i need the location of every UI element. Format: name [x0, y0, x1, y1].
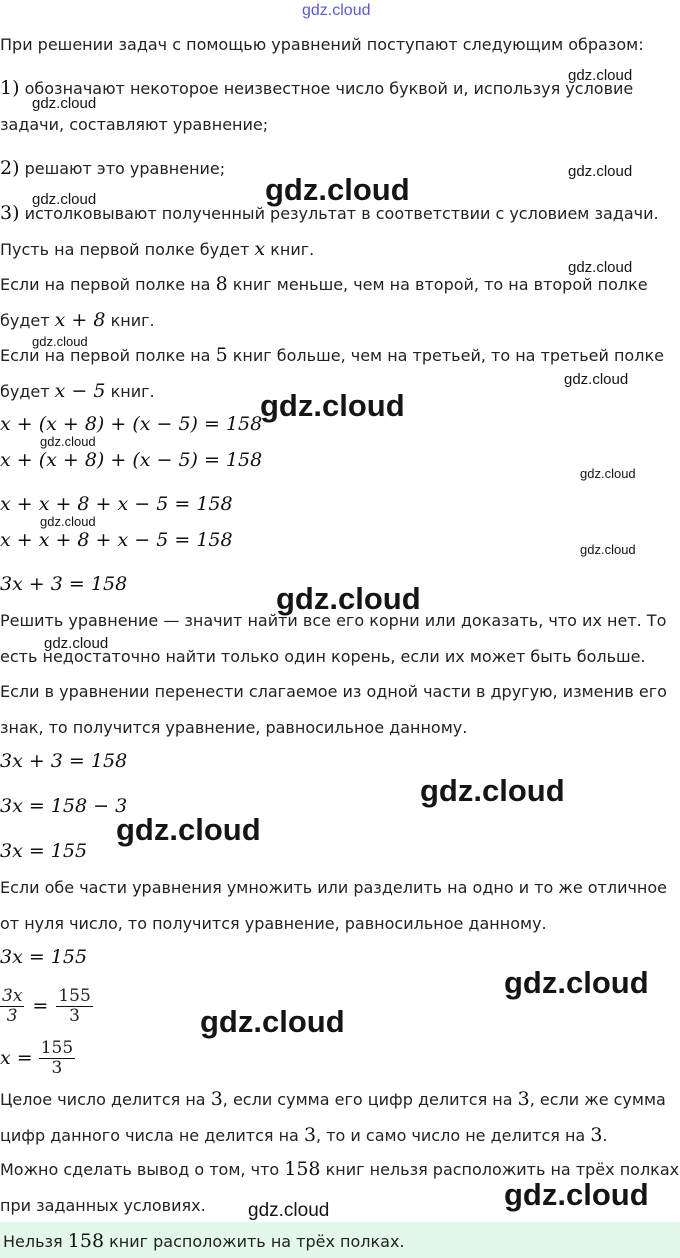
step-2-number: 2) [0, 157, 20, 179]
shelf-3-text-b: книг больше, чем на третьей, то на третьей полке [232, 346, 664, 365]
shelf-2-text-a: Если на первой полке на [0, 275, 211, 294]
watermark-large: gdz.cloud [200, 1004, 345, 1039]
equation-1-repeat: x + (x + 8) + (x − 5) = 158 [0, 449, 263, 471]
shelf-2-number: 8 [215, 273, 228, 295]
rule-1-line-1: Решить уравнение — значит найти все его корни или доказать, что их нет. То [0, 611, 667, 630]
solution-lhs: x = [0, 1047, 33, 1069]
div-number-2: 3 [517, 1088, 530, 1110]
div-text-e: , то и само число не делится на [316, 1126, 586, 1145]
rule-1-line-2: есть недостаточно найти только один корень, если их может быть больше. [0, 647, 646, 666]
shelf-2-text-d: книг. [110, 311, 155, 330]
equation-3: 3x + 3 = 158 [0, 573, 128, 595]
equation-7: 3x = 155 [0, 946, 88, 968]
watermark: gdz.cloud [568, 163, 633, 180]
watermark: gdz.cloud [32, 334, 88, 349]
fraction-right-numerator: 155 [58, 985, 91, 1006]
watermark: gdz.cloud [32, 95, 97, 112]
shelf-1-text-b: книг. [270, 240, 315, 259]
shelf-2-text-b: книг меньше, чем на второй, то на второй полке [232, 275, 648, 294]
watermark: gdz.cloud [32, 191, 97, 208]
shelf-3-line-1 [0, 345, 664, 366]
intro-text: При решении задач с помощью уравнений поступают следующим образом: [0, 35, 644, 54]
shelf-2-line-1 [0, 274, 648, 295]
answer-text-b: книг расположить на трёх полках. [109, 1232, 405, 1251]
solution-fraction [39, 1039, 75, 1078]
solution-equation [0, 1036, 75, 1080]
answer-number: 158 [67, 1230, 105, 1252]
watermark: gdz.cloud [40, 514, 96, 529]
rule-2-line-1: Если в уравнении перенести слагаемое из одной части в другую, изменив его [0, 682, 667, 701]
answer-box [0, 1222, 680, 1258]
equation-2-repeat: x + x + 8 + x − 5 = 158 [0, 529, 233, 551]
shelf-3-number: 5 [215, 344, 228, 366]
equation-2: x + x + 8 + x − 5 = 158 [0, 493, 233, 515]
shelf-3-text-d: книг. [110, 382, 155, 401]
div-number-1: 3 [210, 1088, 223, 1110]
step-3-text: истолковывают полученный результат в соответствии с условием задачи. [24, 204, 659, 223]
equation-1: x + (x + 8) + (x − 5) = 158 [0, 413, 263, 435]
fraction-left-numerator: 3x [2, 985, 23, 1006]
rule-3-line-2: от нуля число, то получится уравнение, равносильное данному. [0, 914, 547, 933]
equation-6: 3x = 155 [0, 840, 88, 862]
rule-2-line-2: знак, то получится уравнение, равносильное данному. [0, 718, 468, 737]
fraction-left-denominator: 3 [6, 1005, 18, 1026]
step-1-line-2: задачи, составляют уравнение; [0, 115, 269, 134]
step-1-number: 1) [0, 77, 20, 99]
watermark: gdz.cloud [248, 1200, 330, 1221]
shelf-3-line-2 [0, 381, 155, 402]
conclusion-number: 158 [284, 1158, 321, 1180]
watermark-large: gdz.cloud [420, 773, 565, 808]
solution-numerator: 155 [40, 1037, 74, 1058]
watermark: gdz.cloud [564, 371, 629, 388]
shelf-2-line-2 [0, 310, 155, 331]
watermark-top: gdz.cloud [302, 2, 371, 19]
shelf-1-variable: x [254, 238, 266, 260]
watermark-large: gdz.cloud [260, 388, 405, 423]
rule-3-line-1: Если обе части уравнения умножить или разделить на одно и то же отличное [0, 878, 668, 897]
watermark: gdz.cloud [44, 635, 109, 652]
fraction-left [0, 987, 24, 1026]
step-2-line [0, 158, 225, 179]
div-text-c: , если же сумма [529, 1090, 666, 1109]
watermark-large: gdz.cloud [504, 1177, 649, 1212]
div-text-f: . [602, 1126, 608, 1145]
div-number-3: 3 [303, 1124, 317, 1146]
watermark: gdz.cloud [580, 466, 636, 481]
shelf-3-expression: x − 5 [54, 380, 106, 402]
shelf-3-text-c: будет [0, 382, 50, 401]
step-1-text: обозначают некоторое неизвестное число буквой и, используя условие [24, 79, 634, 98]
shelf-3-text-a: Если на первой полке на [0, 346, 211, 365]
watermark-large: gdz.cloud [265, 172, 410, 207]
step-2-text: решают это уравнение; [24, 159, 226, 178]
div-text-d: цифр данного числа не делится на [0, 1126, 299, 1145]
watermark: gdz.cloud [568, 67, 633, 84]
divisibility-line-1 [0, 1089, 666, 1110]
answer-line [3, 1231, 405, 1252]
fraction-right-denominator: 3 [69, 1005, 80, 1026]
divisibility-line-2 [0, 1125, 608, 1146]
fraction-equation [0, 984, 93, 1028]
watermark: gdz.cloud [580, 542, 636, 557]
watermark-large: gdz.cloud [116, 812, 261, 847]
watermark-large: gdz.cloud [276, 581, 421, 616]
div-text-a: Целое число делится на [0, 1090, 206, 1109]
step-3-number: 3) [0, 202, 20, 224]
watermark: gdz.cloud [40, 434, 96, 449]
watermark-large: gdz.cloud [504, 965, 649, 1000]
conclusion-line-2: при заданных условиях. [0, 1196, 206, 1215]
shelf-2-text-c: будет [0, 311, 50, 330]
div-number-4: 3 [590, 1124, 603, 1146]
equation-4: 3x + 3 = 158 [0, 750, 128, 772]
equation-5: 3x = 158 − 3 [0, 795, 128, 817]
div-text-b: , если сумма его цифр делится на [222, 1090, 513, 1109]
shelf-1-text-a: Пусть на первой полке будет [0, 240, 250, 259]
watermark: gdz.cloud [568, 259, 633, 276]
solution-denominator: 3 [51, 1057, 63, 1078]
conclusion-text-b: книг нельзя расположить на трёх полках [325, 1160, 680, 1179]
shelf-1-line [0, 239, 314, 260]
fraction-right [56, 987, 92, 1026]
shelf-2-expression: x + 8 [54, 309, 106, 331]
conclusion-text-a: Можно сделать вывод о том, что [0, 1160, 280, 1179]
answer-text-a: Нельзя [3, 1232, 63, 1251]
equals-sign: = [32, 995, 49, 1017]
